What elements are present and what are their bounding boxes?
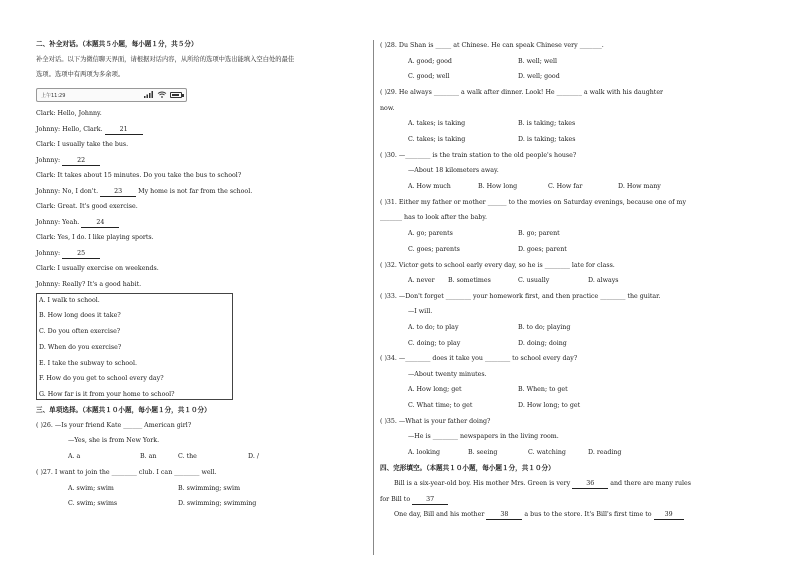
q26-opt-b: B. an [140, 453, 157, 460]
q28-opt-a: A. good; good [408, 58, 452, 65]
section2-instruction-1: 补全对话。以下为微信聊天界面，请根据对话内容，从所给的选项中选出能填入空白处的最佳 [36, 56, 295, 63]
option-b: B. How long does it take? [39, 312, 121, 319]
q34-opt-a: A. How long; get [408, 386, 462, 393]
dialogue-line-7: Clark: Great. It's good exercise. [36, 203, 138, 210]
q31-opt-a: A. go; parents [408, 230, 453, 237]
phone-time: 上午11:29 [41, 93, 66, 99]
phone-status-icons [144, 91, 182, 98]
phone-status-bar [36, 88, 187, 102]
q30-opt-a: A. How much [408, 183, 451, 190]
q29-opt-b: B. is taking; takes [518, 120, 576, 127]
q35-stem-2: —He is ________ newspapers in the living room. [408, 433, 559, 440]
q27-stem: ( )27. I want to join the ________ club. I can ________ well. [36, 469, 217, 476]
q29-stem: ( )29. He always ________ a walk after dinner. Look! He ________ a walk with his daughter [380, 89, 664, 96]
cloze-line-3: One day, Bill and his mother 38 a bus to the store. It's Bill's first time to 39 [394, 511, 684, 520]
q31-opt-b: B. go; parent [518, 230, 560, 237]
blank-37: 37 [412, 496, 448, 505]
battery-icon [170, 92, 182, 98]
section4-title: 四、完形填空。（本题共１０小题，每小题１分，共１０分） [380, 464, 555, 472]
blank-23: 23 [100, 188, 136, 197]
blank-24: 24 [81, 219, 119, 228]
q33-opt-a: A. to do; to play [408, 324, 459, 331]
q32-stem: ( )32. Victor gets to school early every day, so he is ________ late for class. [380, 262, 615, 269]
q33-opt-c: C. doing; to play [408, 340, 461, 347]
q28-opt-c: C. good; well [408, 73, 450, 80]
option-f: F. How do you get to school every day? [39, 375, 164, 382]
q35-stem: ( )35. —What is your father doing? [380, 418, 491, 425]
q28-opt-d: D. well; good [518, 73, 560, 80]
dialogue-line-11: Clark: I usually exercise on weekends. [36, 265, 159, 272]
signal-icon [144, 91, 154, 98]
q28-stem: ( )28. Du Shan is _____ at Chinese. He can speak Chinese very _______. [380, 42, 604, 49]
q30-opt-c: C. How far [548, 183, 583, 190]
option-a: A. I walk to school. [39, 297, 100, 304]
section3-title: 三、单项选择。（本题共１０小题，每小题１分，共１０分） [36, 406, 211, 414]
dialogue-line-1: Clark: Hello, Johnny. [36, 110, 102, 117]
q29-opt-c: C. takes; is taking [408, 136, 466, 143]
q26-opt-a: A. a [68, 453, 81, 460]
q29-stem-2: now. [380, 105, 395, 112]
q34-stem: ( )34. —________ does it take you ________ to school every day? [380, 355, 578, 362]
dialogue-line-5: Clark: It takes about 15 minutes. Do you take the bus to school? [36, 172, 242, 179]
q33-stem: ( )33. —Don't forget ________ your homework first, and then practice ________ the guitar. [380, 293, 661, 300]
option-e: E. I take the subway to school. [39, 360, 137, 367]
q34-stem-2: —About twenty minutes. [408, 371, 487, 378]
q35-opt-d: D. reading [588, 449, 622, 456]
q28-opt-b: B. well; well [518, 58, 558, 65]
q30-opt-b: B. How long [478, 183, 518, 190]
column-divider [373, 40, 374, 555]
q30-opt-d: D. How many [618, 183, 661, 190]
wifi-icon [157, 91, 167, 98]
q34-opt-d: D. How long; to get [518, 402, 581, 409]
q35-opt-c: C. watching [528, 449, 566, 456]
dialogue-line-4: Johnny: 22 [36, 157, 100, 166]
option-g: G. How far is it from your home to school? [39, 391, 175, 398]
dialogue-line-10: Johnny: 25 [36, 250, 100, 259]
q31-stem-2: _______ has to look after the baby. [380, 214, 488, 221]
blank-22: 22 [62, 157, 100, 166]
dialogue-line-3: Clark: I usually take the bus. [36, 141, 129, 148]
q32-opt-d: D. always [588, 277, 619, 284]
dialogue-line-9: Clark: Yes, I do. I like playing sports. [36, 234, 154, 241]
q27-opt-a: A. swim; swim [68, 485, 114, 492]
blank-38: 38 [486, 511, 522, 520]
q34-opt-c: C. What time; to get [408, 402, 473, 409]
blank-39: 39 [654, 511, 684, 520]
section2-instruction-2: 选项。选项中有两项为多余项。 [36, 71, 125, 78]
dialogue-line-8: Johnny: Yeah. 24 [36, 219, 119, 228]
q26-opt-d: D. / [248, 453, 259, 460]
q27-opt-b: B. swimming; swim [178, 485, 241, 492]
q35-opt-b: B. seeing [468, 449, 498, 456]
option-d: D. When do you exercise? [39, 344, 122, 351]
q30-stem: ( )30. —________ is the train station to the old people's house? [380, 152, 577, 159]
option-c: C. Do you often exercise? [39, 328, 121, 335]
q32-opt-a: A. never [408, 277, 435, 284]
q29-opt-d: D. is taking; takes [518, 136, 576, 143]
q32-opt-c: C. usually [518, 277, 550, 284]
q29-opt-a: A. takes; is taking [408, 120, 466, 127]
q33-opt-b: B. to do; playing [518, 324, 571, 331]
q31-opt-c: C. goes; parents [408, 246, 460, 253]
blank-36: 36 [572, 480, 608, 489]
q26-stem: ( )26. —Is your friend Kate ______ American girl? [36, 422, 192, 429]
q30-stem-2: —About 18 kilometers away. [408, 167, 499, 174]
section2-title: 二、补全对话。（本题共５小题，每小题１分，共５分） [36, 40, 198, 48]
q35-opt-a: A. looking [408, 449, 441, 456]
q27-opt-d: D. swimming; swimming [178, 500, 257, 507]
q33-stem-2: —I will. [408, 308, 433, 315]
dialogue-line-6: Johnny: No, I don't. 23 My home is not far from the school. [36, 188, 253, 195]
cloze-line-1: Bill is a six-year-old boy. His mother Mrs. Green is very 36 and there are many rules [394, 480, 692, 487]
dialogue-line-12: Johnny: Really? It's a good habit. [36, 281, 142, 288]
dialogue-line-2: Johnny: Hello, Clark. 21 [36, 126, 143, 135]
q32-opt-b: B. sometimes [448, 277, 491, 284]
q26-opt-c: C. the [178, 453, 197, 460]
q26-stem-2: —Yes, she is from New York. [68, 437, 160, 444]
q27-opt-c: C. swim; swims [68, 500, 118, 507]
q33-opt-d: D. doing; doing [518, 340, 567, 347]
q31-opt-d: D. goes; parent [518, 246, 567, 253]
blank-25: 25 [62, 250, 100, 259]
q31-stem: ( )31. Either my father or mother ______ to the movies on Saturday evenings, because one of my [380, 199, 687, 206]
q34-opt-b: B. When; to get [518, 386, 568, 393]
blank-21: 21 [105, 126, 143, 135]
cloze-line-2: for Bill to 37 [380, 496, 448, 505]
